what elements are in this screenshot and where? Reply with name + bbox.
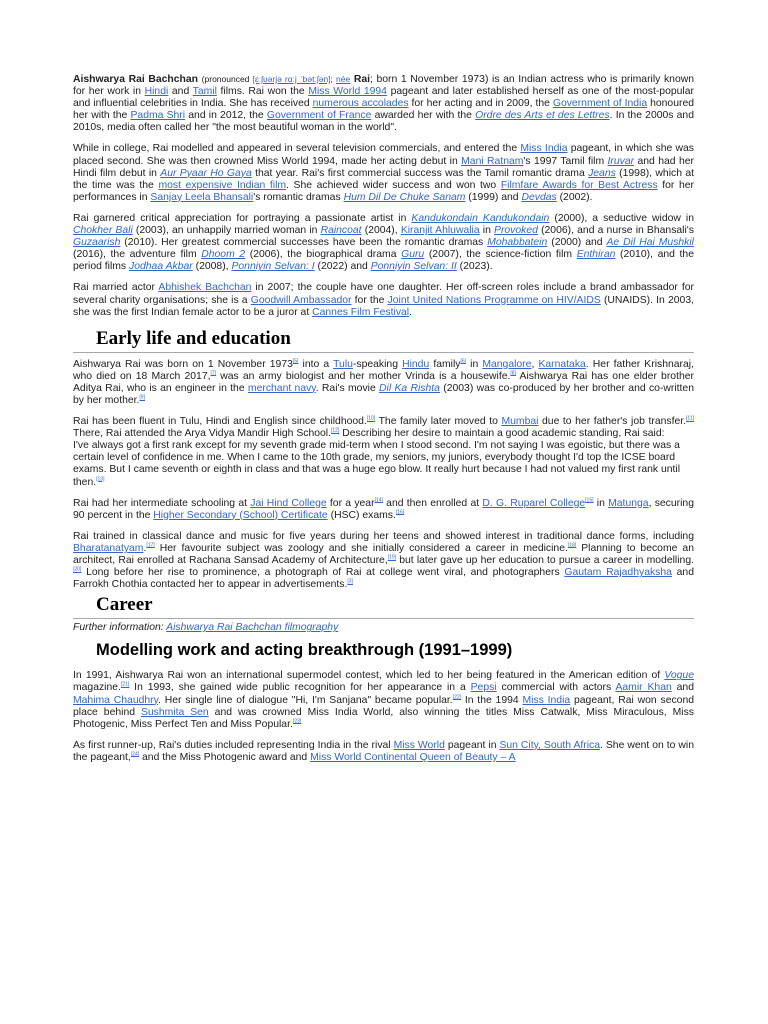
link-sun-city[interactable]: Sun City, South Africa (499, 739, 601, 751)
citation[interactable]: [20] (73, 566, 82, 573)
link-continental-queen[interactable]: Miss World Continental Queen of Beauty – A (310, 751, 516, 763)
citation[interactable]: [10] (366, 415, 376, 422)
citation[interactable]: [5] (292, 358, 299, 365)
link-jai-hind-college[interactable]: Jai Hind College (250, 497, 327, 509)
early-paragraph-3: Rai had her intermediate schooling at Jai Hind College for a year[14] and then enrolled at D. G. Ruparel College[15] in Matunga, securing 90 percent in the Higher Secondary (School) Certificate (HSC) exams.[16] (73, 497, 694, 521)
link-jeans[interactable]: Jeans (588, 167, 616, 179)
link-filmfare-awards[interactable]: Filmfare Awards for Best Actress (500, 179, 658, 191)
article-body (73, 73, 694, 773)
link-tulu[interactable]: Tulu (333, 358, 353, 370)
citation[interactable]: [8] (510, 370, 516, 377)
link-devdas[interactable]: Devdas (521, 191, 557, 203)
citation[interactable]: [7] (210, 370, 217, 377)
link-enthiran[interactable]: Enthiran (576, 249, 616, 261)
lead-paragraph-3: Rai garnered critical appreciation for portraying a passionate artist in Kandukondain Kandukondain (2000), a seductive widow in Chokher Bali (2003), an unhappily married woman in Raincoat (2004), Kiranjit Ahluwalia in Provoked (2006), and a nurse in Bhansali's Guzaarish (2010). Her greatest commercial successes have been the romantic dramas Mohabbatein (2000) and Ae Dil Hai Mushkil (2016), the adventure film Dhoom 2 (2006), the biographical drama Guru (2007), the science-fiction film Enthiran (2010), and the period films Jodhaa Akbar (2008), Ponniyin Selvan: I (2022) and Ponniyin Selvan: II (2023). (73, 212, 695, 273)
link-provoked[interactable]: Provoked (494, 225, 538, 237)
link-aamir-khan[interactable]: Aamir Khan (615, 682, 672, 694)
subject-name: Aishwarya Rai Bachchan (73, 74, 199, 85)
citation[interactable]: [13] (96, 476, 105, 483)
link-jodhaa-akbar[interactable]: Jodhaa Akbar (129, 261, 193, 273)
link-ae-dil-hai-mushkil[interactable]: Ae Dil Hai Mushkil (606, 237, 694, 249)
link-guru[interactable]: Guru (401, 249, 425, 261)
link-miss-world-1994[interactable]: Miss World 1994 (308, 86, 387, 98)
citation[interactable]: [17] (146, 542, 155, 549)
hatnote: Further information: Aishwarya Rai Bachchan filmography (73, 622, 339, 634)
citation[interactable]: [6] (460, 358, 467, 365)
ipa-link[interactable]: [ɛːʃʋəɾjə rɑːj ˈbətːʃən] (252, 74, 331, 84)
citation[interactable]: [15] (585, 497, 594, 504)
link-matunga[interactable]: Matunga (608, 497, 649, 509)
link-dhoom-2[interactable]: Dhoom 2 (201, 249, 246, 261)
link-iruvar[interactable]: Iruvar (607, 155, 635, 167)
link-bhansali[interactable]: Sanjay Leela Bhansali (150, 191, 254, 203)
lead-paragraph-2: While in college, Rai modelled and appeared in several television commercials, and entered the Miss India pageant, in which she was placed second. She was then crowned Miss World 1994, made her acting debut in Mani Ratnam's 1997 Tamil film Iruvar and had her Hindi film debut in Aur Pyaar Ho Gaya that year. Rai's first commercial success was the Tamil romantic drama Jeans (1998), which at the time was the most expensive Indian film. She achieved wider success and won two Filmfare Awards for Best Actress for her performances in Sanjay Leela Bhansali's romantic dramas Hum Dil De Chuke Sanam (1999) and Devdas (2002). (73, 143, 694, 203)
early-paragraph-4: Rai trained in classical dance and music for five years during her teens and showed interest in traditional dance forms, including Bharatanatyam.[17] Her favourite subject was zoology and she initially considered a career in medicine.[18] Planning to become an architect, Rai enrolled at Rachana Sansad Academy of Architecture,[19] but later gave up her education to pursue a career in modelling.[20] Long before her rise to prominence, a photograph of Rai at college went viral, and photographers Gautam Rajadhyaksha and Farrokh Chothia contacted her to appear in advertisements.[3] (73, 530, 694, 591)
link-ruparel-college[interactable]: D. G. Ruparel College (482, 497, 586, 509)
link-karnataka[interactable]: Karnataka (538, 358, 586, 370)
link-chokher-bali[interactable]: Chokher Bali (73, 225, 133, 237)
link-mohabbatein[interactable]: Mohabbatein (487, 237, 548, 249)
citation[interactable]: [21] (120, 682, 130, 688)
link-dil-ka-rishta[interactable]: Dil Ka Rishta (379, 382, 440, 394)
citation[interactable]: [14] (374, 497, 383, 504)
early-paragraph-2: Rai has been fluent in Tulu, Hindi and English since childhood.[10] The family later moved to Mumbai due to her father's job transfer.[11] There, Rai attended the Arya Vidya Mandir High School.[12] Describing her desire to maintain a good academic standing, Rai said: (73, 415, 694, 440)
link-hsc[interactable]: Higher Secondary (School) Certificate (153, 509, 328, 521)
citation[interactable]: [23] (292, 718, 302, 725)
link-mahima-chaudhry[interactable]: Mahima Chaudhry (73, 694, 159, 706)
citation[interactable]: [12] (331, 427, 340, 434)
citation[interactable]: [22] (452, 694, 462, 701)
link-government-of-india[interactable]: Government of India (552, 98, 648, 110)
early-paragraph-1: Aishwarya Rai was born on 1 November 1973[5] into a Tulu-speaking Hindu family[6] in Mangalore, Karnataka. Her father Krishnaraj, who died on 18 March 2017,[7] was an army biologist and her mother Vrinda is a housewife.[8] Aishwarya Rai has one elder brother Aditya Rai, who is an engineer in the merchant navy. Rai's movie Dil Ka Rishta (2003) was co-produced by her brother and co-written by her mother.[9] (73, 358, 694, 406)
citation[interactable]: [24] (130, 751, 140, 758)
link-gautam-rajadhyaksha[interactable]: Gautam Rajadhyaksha (564, 567, 672, 579)
link-pepsi[interactable]: Pepsi (470, 682, 497, 694)
career-paragraph-2: As first runner-up, Rai's duties included representing India in the rival Miss World pageant in Sun City, South Africa. She went on to win the pageant,[24] and the Miss Photogenic award and Miss World Continental Queen of Beauty – A (73, 739, 695, 763)
link-cannes[interactable]: Cannes Film Festival (312, 306, 410, 318)
birth-surname: Rai (353, 74, 370, 85)
citation[interactable]: [16] (395, 509, 405, 516)
link-unaids[interactable]: Joint United Nations Programme on HIV/AIDS (387, 294, 601, 306)
link-ponniyin-selvan-2[interactable]: Ponniyin Selvan: II (370, 261, 457, 273)
citation[interactable]: [18] (567, 542, 577, 549)
link-padma-shri[interactable]: Padma Shri (130, 110, 186, 122)
link-merchant-navy[interactable]: merchant navy (247, 382, 316, 394)
link-bharatanatyam[interactable]: Bharatanatyam (73, 542, 144, 554)
link-vogue[interactable]: Vogue (664, 670, 694, 682)
link-sushmita-sen[interactable]: Sushmita Sen (140, 706, 209, 718)
link-aur-pyaar-ho-gaya[interactable]: Aur Pyaar Ho Gaya (160, 167, 252, 179)
link-miss-world[interactable]: Miss World (393, 739, 445, 751)
link-kiranjit-ahluwalia[interactable]: Kiranjit Ahluwalia (400, 225, 480, 237)
link-abhishek-bachchan[interactable]: Abhishek Bachchan (158, 282, 252, 294)
nee-link[interactable]: née (336, 74, 351, 84)
link-mani-ratnam[interactable]: Mani Ratnam (461, 155, 524, 167)
lead-paragraph-4: Rai married actor Abhishek Bachchan in 2007; the couple have one daughter. Her off-screen roles include a brand ambassador for several charity organisations; she is a Goodwill Ambassador for the Joint United Nations Programme on HIV/AIDS (UNAIDS). In 2003, she was the first Indian female actor to be a juror at Cannes Film Festival. (73, 282, 694, 318)
link-mangalore[interactable]: Mangalore (482, 358, 532, 370)
link-hindi[interactable]: Hindi (144, 86, 169, 98)
quote-block: I've always got a first rank except for my seventh grade mid-term when I stood second. I'm not saying I was egoistic, but there was a certain level of confidence in me. When I came to the 10th grade, my seniors, my juniors, everybody thought I'd top the ICSE board exams. But I came seventh or eighth in class and that was a huge ego blow. It really hurt because I had not valued my first rank until then.[13] (73, 440, 681, 488)
citation[interactable]: [3] (347, 578, 353, 585)
link-guzaarish[interactable]: Guzaarish (73, 237, 121, 249)
link-hum-dil-de[interactable]: Hum Dil De Chuke Sanam (343, 191, 466, 203)
heading-modelling: Modelling work and acting breakthrough (1991–1999) (96, 641, 513, 660)
lead-paragraph-1: Aishwarya Rai Bachchan (pronounced [ɛːʃʋəɾjə rɑːj ˈbətːʃən]; née Rai; born 1 November 1973) is an Indian actress who is primarily known for her work in Hindi and Tamil films. Rai won the Miss World 1994 pageant and later established herself as one of the most-popular and influential celebrities in India. She has received numerous accolades for her acting and in 2009, the Government of India honoured her with the Padma Shri and in 2012, the Government of France awarded her with the Ordre des Arts et des Lettres. In the 2000s and 2010s, media often called her "the most beautiful woman in the world". (73, 74, 695, 134)
link-miss-india[interactable]: Miss India (520, 143, 568, 155)
link-goodwill-ambassador[interactable]: Goodwill Ambassador (250, 294, 352, 306)
link-miss-india-1994[interactable]: Miss India (522, 694, 571, 706)
link-kandukondain[interactable]: Kandukondain Kandukondain (411, 212, 550, 224)
link-accolades[interactable]: numerous accolades (312, 98, 409, 110)
link-hindu[interactable]: Hindu (402, 358, 430, 370)
link-tamil[interactable]: Tamil (192, 86, 217, 98)
link-government-of-france[interactable]: Government of France (266, 110, 372, 122)
citation[interactable]: [11] (686, 415, 694, 422)
career-paragraph-1: In 1991, Aishwarya Rai won an international supermodel contest, which led to her being featured in the American edition of Vogue magazine.[21] In 1993, she gained wide public recognition for her appearance in a Pepsi commercial with actors Aamir Khan and Mahima Chaudhry. Her single line of dialogue "Hi, I'm Sanjana" became popular.[22] In the 1994 Miss India pageant, Rai won second place behind Sushmita Sen and was crowned Miss India World, also winning the titles Miss Catwalk, Miss Miraculous, Miss Photogenic, Miss Perfect Ten and Miss Popular.[23] (73, 670, 695, 730)
link-most-expensive-film[interactable]: most expensive Indian film (158, 179, 287, 191)
heading-early-life: Early life and education (73, 328, 694, 353)
link-mumbai[interactable]: Mumbai (501, 416, 539, 428)
link-ordre-des-arts[interactable]: Ordre des Arts et des Lettres (475, 110, 610, 122)
citation[interactable]: [19] (387, 554, 397, 561)
heading-career: Career (73, 594, 694, 619)
link-ponniyin-selvan-1[interactable]: Ponniyin Selvan: I (231, 261, 315, 273)
citation[interactable]: [9] (139, 394, 145, 401)
pronounced-label: pronounced (204, 74, 250, 84)
link-raincoat[interactable]: Raincoat (320, 225, 362, 237)
link-filmography[interactable]: Aishwarya Rai Bachchan filmography (166, 622, 339, 634)
